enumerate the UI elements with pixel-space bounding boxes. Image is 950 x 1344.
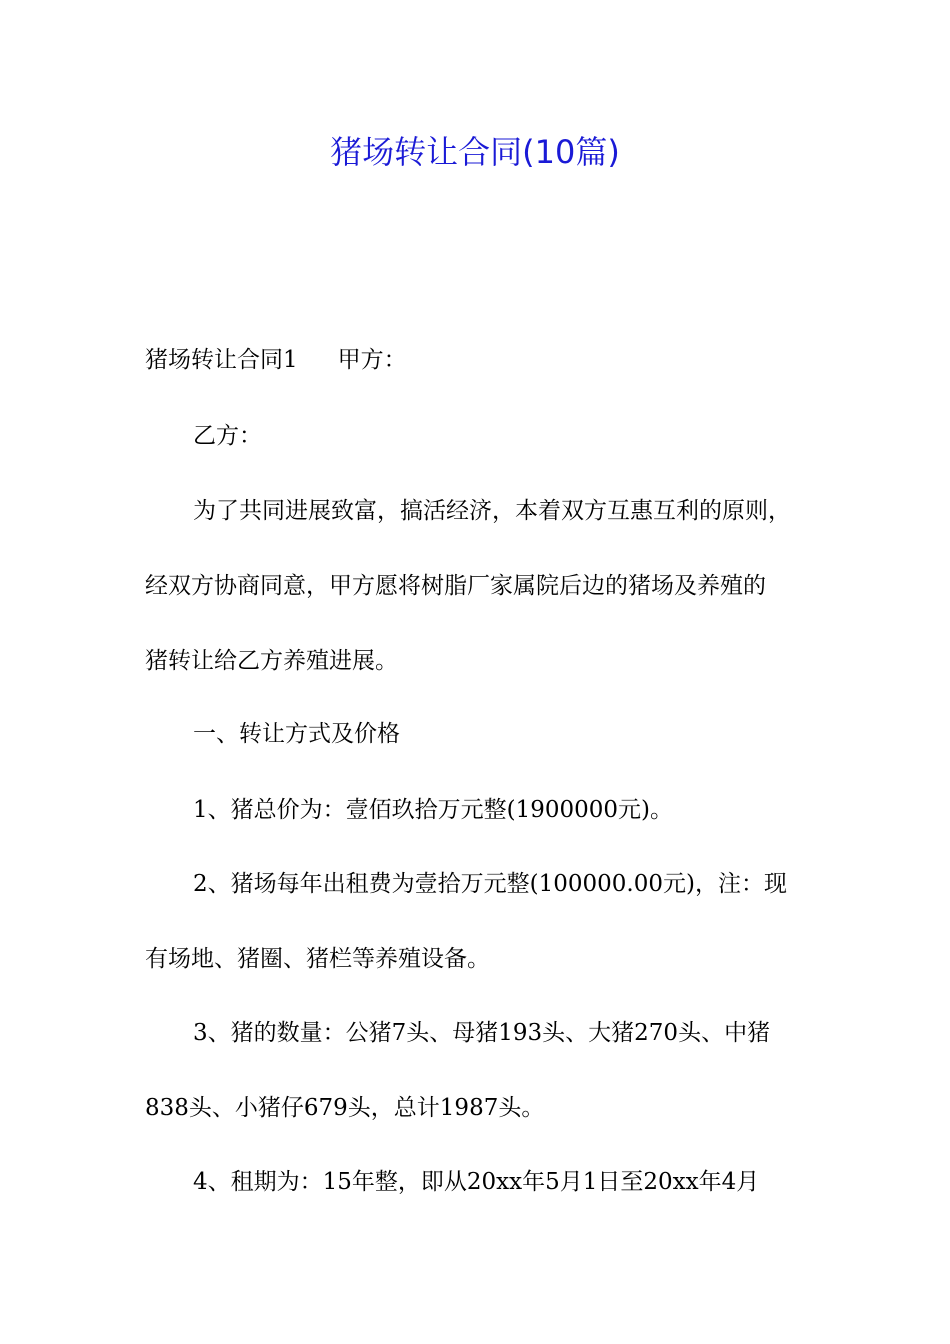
party-b-label: 乙方：: [193, 423, 262, 449]
clause-1: 1、猪总价为：壹佰玖拾万元整(1900000元)。: [193, 797, 674, 823]
intro-paragraph-line-1: 为了共同进展致富，搞活经济，本着双方互惠互利的原则，: [193, 498, 791, 524]
section-heading-1: 一、转让方式及价格: [193, 721, 400, 747]
clause-3-line-1: 3、猪的数量：公猪7头、母猪193头、大猪270头、中猪: [193, 1020, 771, 1046]
party-a-label: 甲方：: [337, 347, 407, 373]
clause-2-line-1: 2、猪场每年出租费为壹拾万元整(100000.00元)，注：现: [193, 871, 787, 897]
clause-2-line-2: 有场地、猪圈、猪栏等养殖设备。: [145, 946, 490, 972]
contract-heading-line: [145, 344, 407, 376]
clause-3-line-2: 838头、小猪仔679头，总计1987头。: [145, 1095, 545, 1121]
contract-heading-label: 猪场转让合同1: [145, 347, 298, 373]
clause-4-line-1: 4、租期为：15年整，即从20xx年5月1日至20xx年4月: [193, 1169, 760, 1195]
intro-paragraph-line-3: 猪转让给乙方养殖进展。: [145, 648, 398, 674]
page-title: 猪场转让合同(10篇): [330, 133, 620, 171]
intro-paragraph-line-2: 经双方协商同意，甲方愿将树脂厂家属院后边的猪场及养殖的: [145, 573, 766, 599]
